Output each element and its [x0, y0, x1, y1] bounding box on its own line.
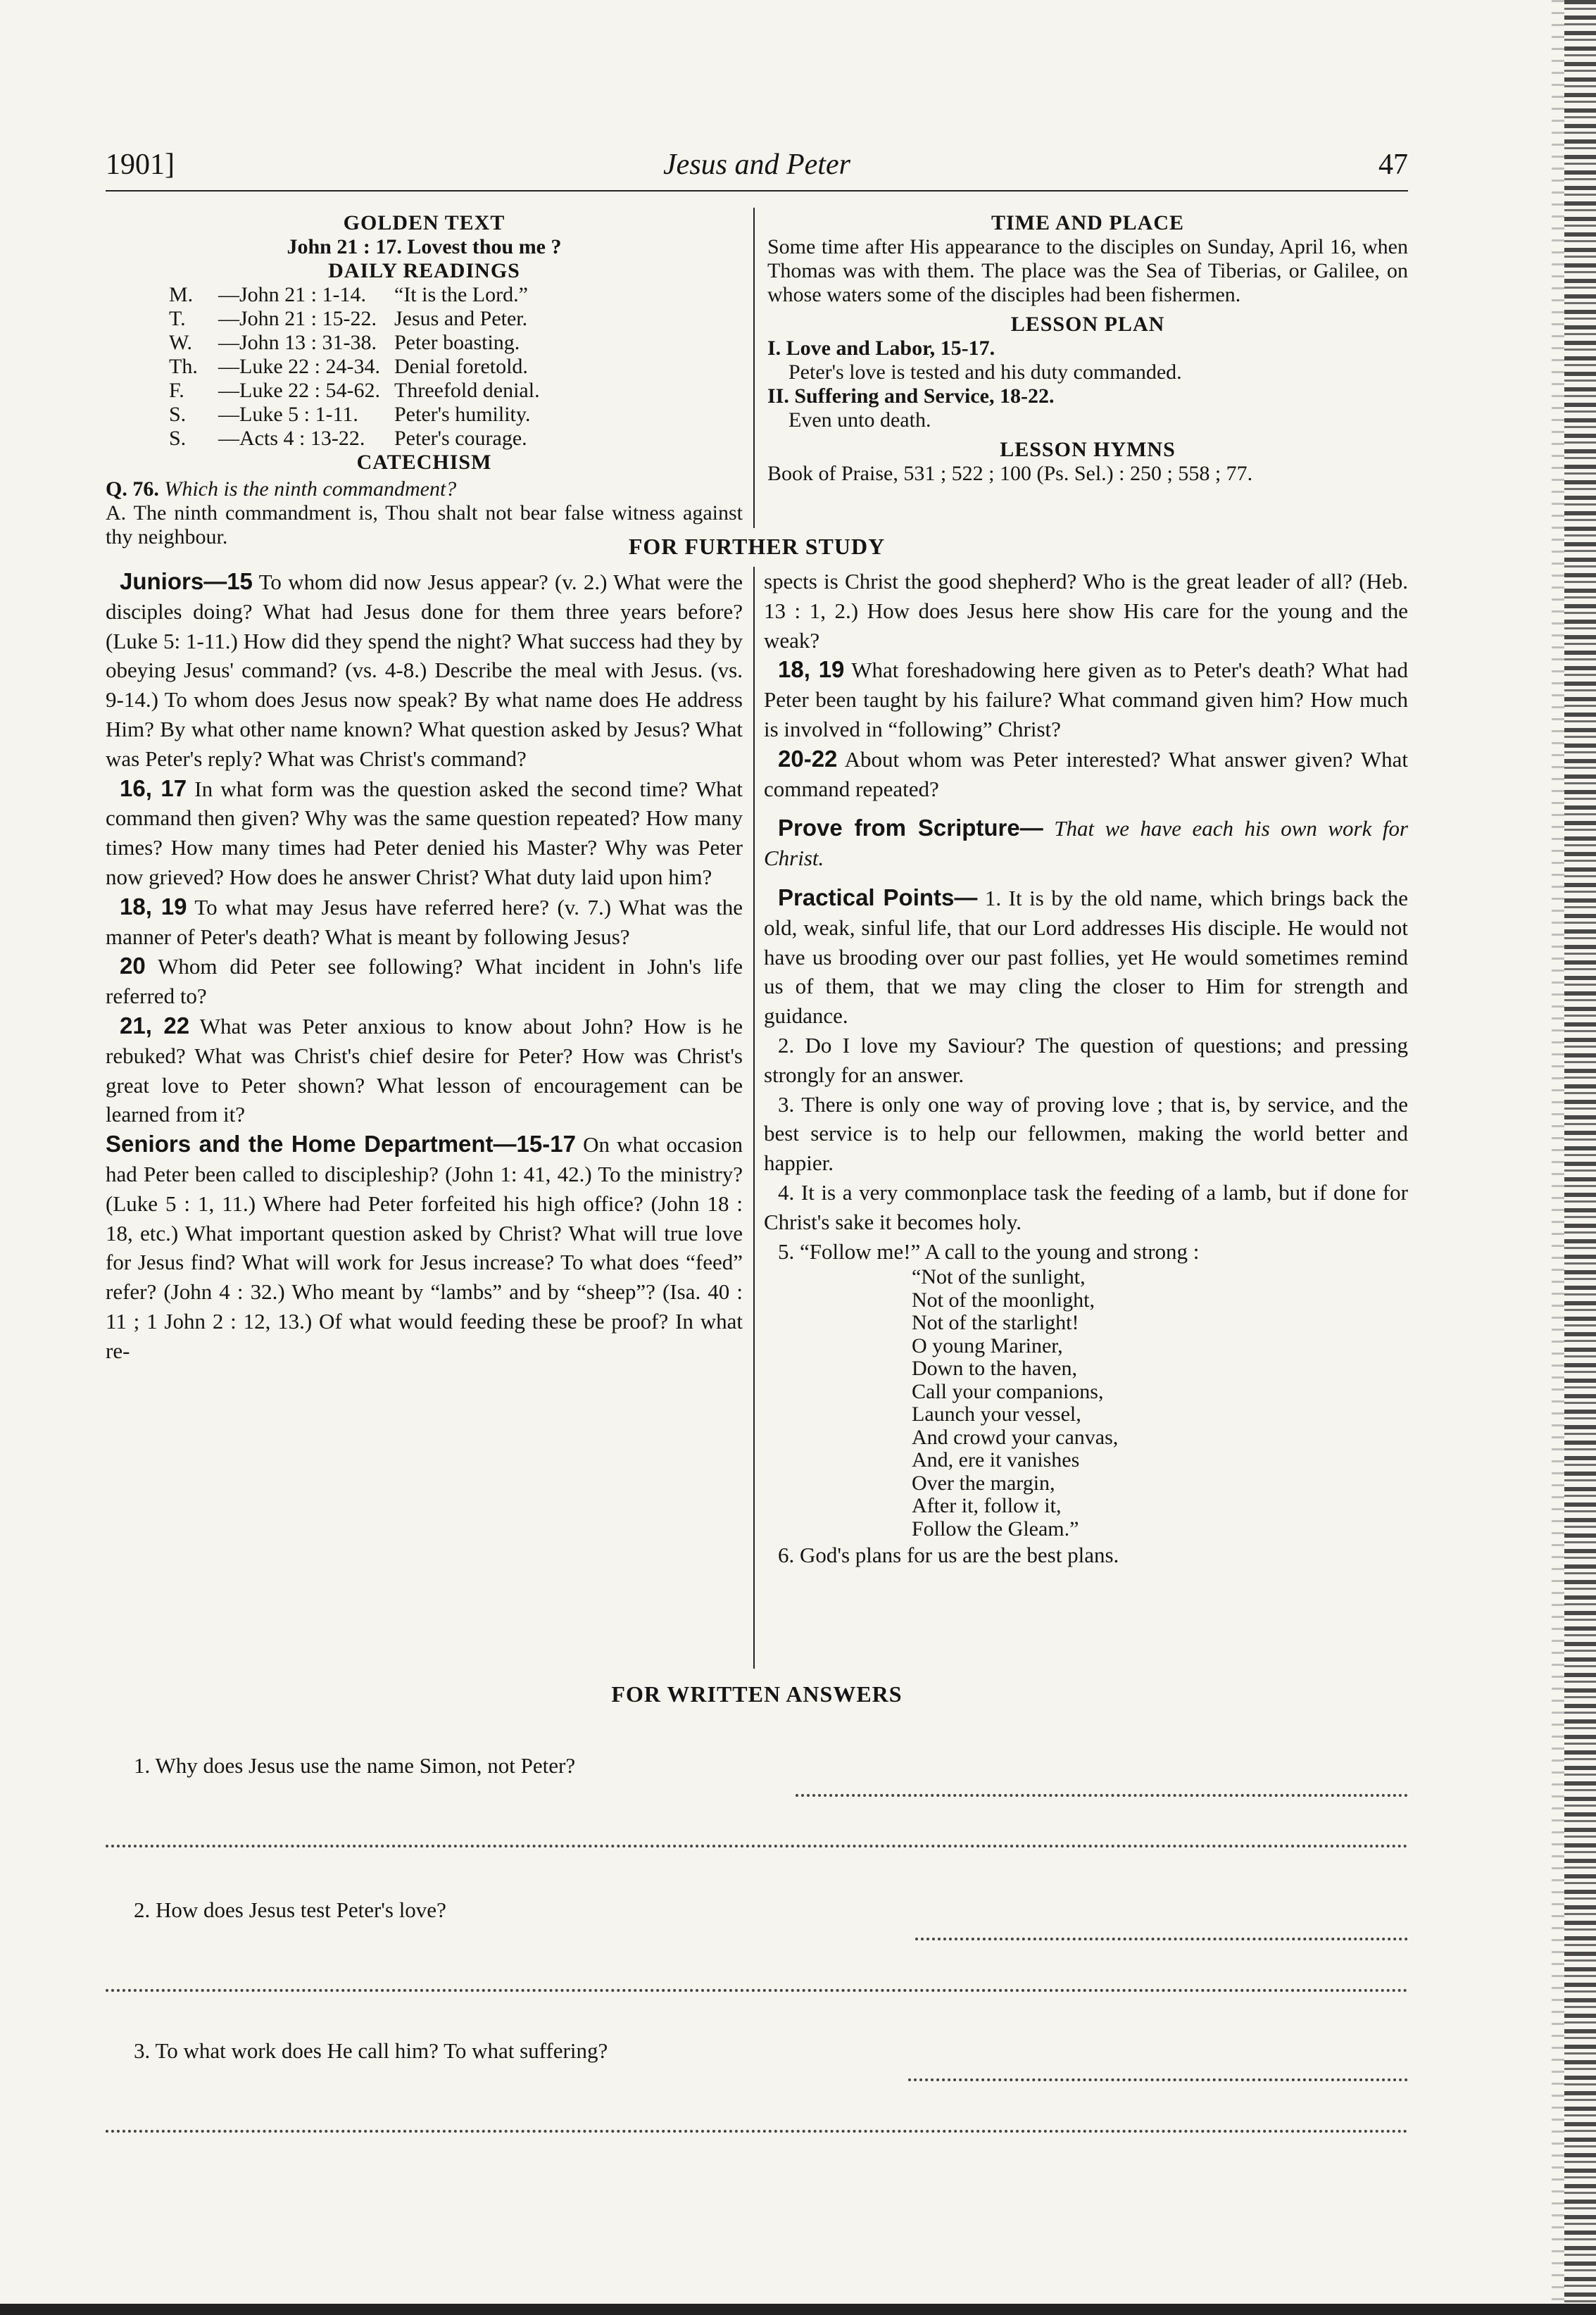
poem-line: O young Mariner,: [912, 1334, 1063, 1357]
seniors-paragraph: [764, 744, 1408, 804]
practical-point: 4. It is a very commonplace task the feeding of a lamb, but if done for Christ's sake it becomes holy.: [764, 1179, 1408, 1234]
daily-readings-heading: DAILY READINGS: [328, 259, 520, 282]
poem-line: Down to the haven,: [912, 1357, 1077, 1381]
written-question-text: 2. How does Jesus test Peter's love?: [134, 1897, 446, 1922]
catechism-answer: A. The ninth commandment is, Thou shalt not bear false witness against thy neighbour.: [106, 501, 743, 548]
scan-bottom-border: [0, 2304, 1596, 2315]
reading-title: “It is the Lord.”: [394, 283, 528, 306]
written-question-1: [134, 1753, 1408, 1778]
seniors-paragraph: [106, 1129, 743, 1365]
reading-title: Peter's courage.: [394, 427, 527, 450]
poem-line: Launch your vessel,: [912, 1403, 1081, 1426]
reading-ref: —Acts 4 : 13-22.: [218, 427, 365, 450]
poem-line: Call your companions,: [912, 1379, 1104, 1403]
written-question-text: 3. To what work does He call him? To what suffering?: [134, 2038, 608, 2063]
answer-line[interactable]: [796, 1794, 1408, 1797]
reading-ref: —John 21 : 15-22.: [218, 307, 377, 330]
juniors-paragraph: [106, 892, 743, 952]
lesson-plan-item-text: Peter's love is tested and his duty commanded.: [788, 360, 1182, 384]
juniors-text: To whom did now Jesus appear? (v. 2.) What were the disciples doing? What had Jesus done for them three years before? (Luke 5: 1-11.) How did they spend the night? What success had they by obeying Jesus' command? (vs. 4-8.) Describe the meal with Jesus. (vs. 9-14.) To whom does Jesus now speak? By what name does He address Him? By what other name known? What question asked by Jesus? What was Peter's reply? What was Christ's command?: [106, 570, 743, 771]
juniors-paragraph: [106, 1011, 743, 1129]
daily-reading-row: [106, 283, 743, 307]
reading-title: Denial foretold.: [394, 355, 528, 378]
poem-line: Not of the starlight!: [912, 1311, 1079, 1335]
written-answers-heading: FOR WRITTEN ANSWERS: [611, 1681, 903, 1707]
reading-day: T.: [169, 307, 186, 330]
daily-reading-row: [106, 355, 743, 379]
seniors-paragraph: [764, 655, 1408, 744]
seniors-continuation: spects is Christ the good shepherd? Who is the great leader of all? (Heb. 13 : 1, 2.) How does Jesus here show His care for the young and the weak?: [764, 569, 1408, 653]
reading-day: S.: [169, 403, 187, 426]
practical-point: 2. Do I love my Saviour? The question of questions; and pressing strongly for an answer.: [764, 1032, 1408, 1087]
reading-ref: —Luke 22 : 24-34.: [218, 355, 380, 378]
catechism-heading: CATECHISM: [356, 451, 492, 474]
practical-paragraph: [764, 883, 1408, 1031]
column-divider-main: [753, 567, 755, 1669]
poem: [764, 1266, 1408, 1541]
golden-text-block: [106, 211, 743, 549]
poem-line: Over the margin,: [912, 1471, 1055, 1495]
reading-day: S.: [169, 427, 187, 450]
practical-point: 1. It is by the old name, which brings back the old, weak, sinful life, that our Lord addresses His disciple. He would not have us brooding over our past follies, yet He would sometimes remind us of them, that we may cling the closer to Him for strength and guidance.: [764, 885, 1408, 1029]
reading-title: Jesus and Peter.: [394, 307, 528, 330]
seniors-text: On what occasion had Peter been called to discipleship? (John 1: 41, 42.) To the ministry? (Luke 5 : 1, 11.) Where had Peter forfeited his high office? (John 18 : 18, etc.) What important question asked by Christ? What will true love for Jesus find? What will work for Jesus increase? To what does “feed” refer? (John 4 : 32.) Who meant by “lambs” and by “sheep”? (Isa. 40 : 11 ; 1 John 2 : 12, 13.) Of what would feeding these be proof? In what re-: [106, 1132, 743, 1363]
practical-point: 6. God's plans for us are the best plans.: [778, 1543, 1119, 1568]
reading-day: M.: [169, 283, 194, 306]
running-header: [106, 141, 1408, 192]
page-number: 47: [1378, 149, 1408, 181]
lesson-plan-item-text: Even unto death.: [788, 408, 931, 432]
daily-reading-row: [106, 403, 743, 427]
scanned-page-edge: [1564, 0, 1596, 2315]
prove-paragraph: [764, 813, 1408, 873]
answer-line[interactable]: [106, 1845, 1408, 1847]
seniors-text: About whom was Peter interested? What answer given? What command repeated?: [764, 746, 1408, 801]
verse-lead: 18, 19: [778, 656, 845, 683]
poem-line: Not of the moonlight,: [912, 1288, 1095, 1312]
daily-reading-row: [106, 331, 743, 355]
juniors-text: What was Peter anxious to know about John? How is he rebuked? What was Christ's chief desire for Peter? How was Christ's great love to Peter shown? What lesson of encouragement can be learned from it?: [106, 1013, 743, 1127]
header-title: Jesus and Peter: [663, 149, 850, 181]
practical-point: 3. There is only one way of proving love ; that is, by service, and the best service is to help our fellowmen, making the world better and happier.: [764, 1091, 1408, 1176]
catechism-q-label: Q. 76.: [106, 477, 159, 501]
written-question-3: [134, 2038, 1408, 2064]
reading-title: Peter's humility.: [394, 403, 531, 426]
seniors-lead: Seniors and the Home Department—15-17: [106, 1131, 576, 1158]
lesson-plan-item-title: II. Suffering and Service, 18-22.: [767, 384, 1055, 408]
golden-text-reference: John 21 : 17. Lovest thou me ?: [287, 235, 562, 258]
poem-line: And, ere it vanishes: [912, 1448, 1080, 1472]
practical-lead: Practical Points—: [778, 884, 978, 910]
reading-ref: —Luke 22 : 54-62.: [218, 379, 380, 402]
answer-line[interactable]: [106, 1989, 1408, 1992]
daily-reading-row: [106, 427, 743, 451]
scanned-page-edge-speckle: [1552, 0, 1564, 2315]
verse-lead: 16, 17: [120, 774, 187, 801]
lesson-hymns-text: Book of Praise, 531 ; 522 ; 100 (Ps. Sel.) : 250 ; 558 ; 77.: [767, 462, 1253, 485]
verse-lead: 18, 19: [120, 893, 187, 920]
prove-lead: Prove from Scripture—: [778, 815, 1043, 841]
catechism-question-text: Which is the ninth commandment?: [164, 477, 457, 501]
reading-ref: —John 13 : 31-38.: [218, 331, 377, 354]
reading-ref: —Luke 5 : 1-11.: [218, 403, 358, 426]
juniors-paragraph: [106, 567, 743, 774]
juniors-lead: Juniors—15: [120, 568, 253, 594]
written-question-2: [134, 1897, 1408, 1923]
poem-line: After it, follow it,: [912, 1494, 1062, 1518]
catechism-question: [106, 477, 743, 501]
further-study-heading: FOR FURTHER STUDY: [628, 534, 886, 559]
daily-readings-list: [106, 283, 743, 451]
further-study-left-column: [106, 567, 743, 1366]
time-place-text: Some time after His appearance to the disciples on Sunday, April 16, when Thomas was with them. The place was the Sea of Tiberias, or Galilee, on whose waters some of the disciples had been fishermen.: [767, 235, 1408, 306]
prove-text: That we have each his own work for Christ.: [764, 816, 1409, 871]
reading-ref: —John 21 : 1-14.: [218, 283, 366, 306]
reading-title: Threefold denial.: [394, 379, 540, 402]
verse-lead: 21, 22: [120, 1012, 190, 1039]
poem-line: “Not of the sunlight,: [912, 1265, 1086, 1289]
answer-line[interactable]: [908, 2078, 1408, 2081]
juniors-text: In what form was the question asked the second time? What command then given? Why was the same question repeated? How many times? How many times had Peter denied his Master? Why was Peter now grieved? How does he answer Christ? What duty laid upon him?: [106, 776, 743, 889]
verse-lead: 20: [120, 953, 146, 979]
seniors-text: What foreshadowing here given as to Peter's death? What had Peter been taught by his failure? What command given him? How much is involved in “following” Christ?: [764, 658, 1408, 741]
daily-reading-row: [106, 379, 743, 403]
column-divider-top: [753, 208, 755, 528]
reading-title: Peter boasting.: [394, 331, 520, 354]
time-place-heading: TIME AND PLACE: [991, 211, 1185, 234]
answer-line[interactable]: [915, 1938, 1408, 1940]
practical-point: 5. “Follow me!” A call to the young and strong :: [778, 1238, 1200, 1264]
verse-lead: 20-22: [778, 745, 838, 772]
further-study-right-column: [764, 567, 1408, 1570]
juniors-paragraph: [106, 774, 743, 892]
written-question-text: 1. Why does Jesus use the name Simon, not Peter?: [134, 1753, 576, 1778]
lesson-plan-item-title: I. Love and Labor, 15-17.: [767, 337, 995, 360]
lesson-plan-heading: LESSON PLAN: [1010, 313, 1165, 336]
juniors-paragraph: [106, 951, 743, 1011]
juniors-text: To what may Jesus have referred here? (v. 7.) What was the manner of Peter's death? What is meant by following Jesus?: [106, 894, 743, 949]
daily-reading-row: [106, 307, 743, 331]
answer-line[interactable]: [106, 2130, 1408, 2133]
reading-day: W.: [169, 331, 193, 354]
golden-text-heading: GOLDEN TEXT: [343, 211, 505, 234]
reading-day: F.: [169, 379, 184, 402]
reading-day: Th.: [169, 355, 198, 378]
time-place-block: [767, 211, 1408, 486]
juniors-text: Whom did Peter see following? What incident in John's life referred to?: [106, 954, 743, 1009]
header-year: 1901]: [106, 149, 175, 181]
poem-line: Follow the Gleam.”: [912, 1517, 1079, 1541]
lesson-hymns-heading: LESSON HYMNS: [1000, 438, 1176, 461]
poem-line: And crowd your canvas,: [912, 1425, 1119, 1449]
